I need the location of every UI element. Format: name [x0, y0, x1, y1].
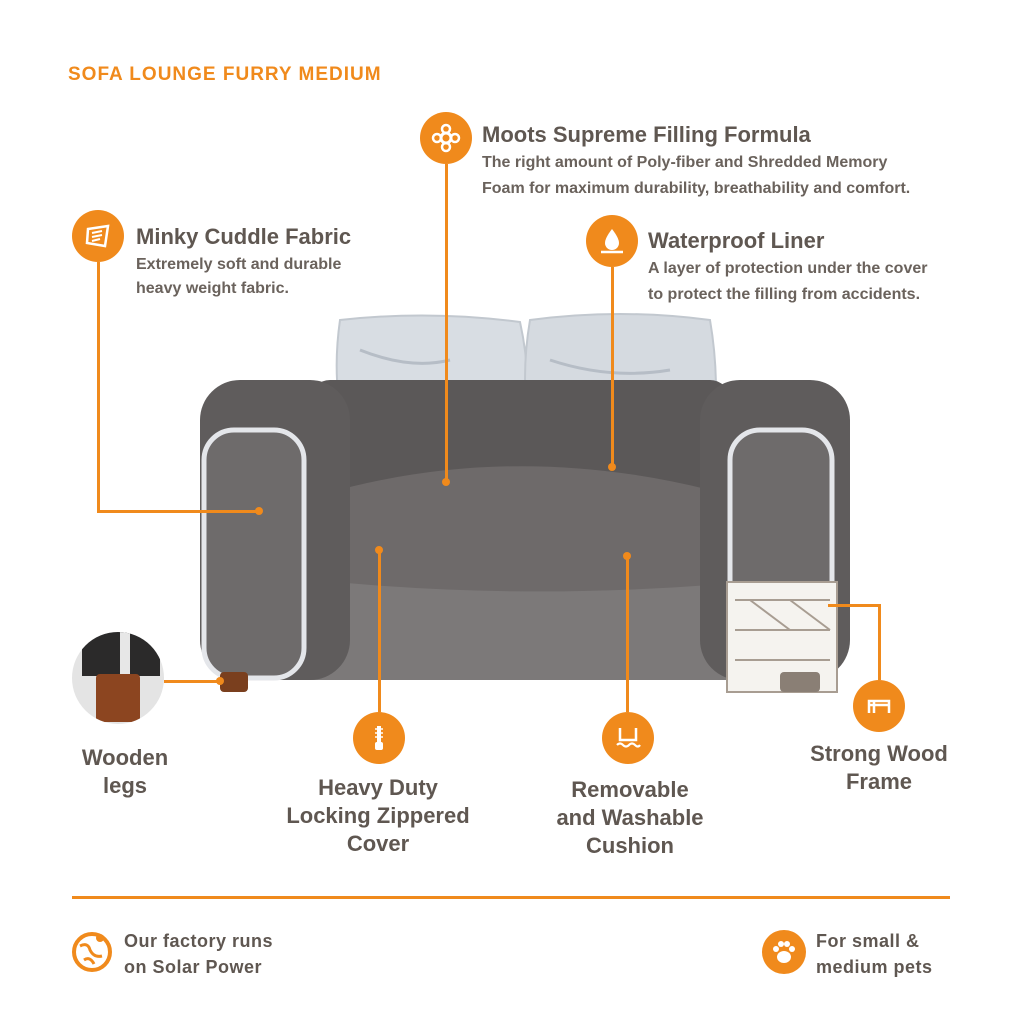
zipper-pointer-line — [378, 550, 381, 712]
cushion-pointer-dot — [623, 552, 631, 560]
cushion-label — [540, 776, 720, 860]
liner-pointer-dot — [608, 463, 616, 471]
frame-icon — [853, 680, 905, 732]
flower-icon — [420, 112, 472, 164]
water-drop-icon — [586, 215, 638, 267]
filling-pointer-line — [445, 164, 448, 482]
liner-desc-line1: A layer of protection under the cover — [648, 260, 928, 277]
legs-label — [60, 744, 190, 800]
zipper-label — [262, 774, 494, 858]
zipper-icon — [353, 712, 405, 764]
fabric-desc-line1: Extremely soft and durable — [136, 256, 342, 273]
liner-title: Waterproof Liner — [648, 228, 825, 253]
leg-closeup — [72, 632, 164, 724]
cushion-pointer-line — [626, 556, 629, 712]
footer-divider — [72, 896, 950, 899]
legs-pointer-line — [164, 680, 220, 683]
pets-text — [816, 928, 933, 980]
frame-label-line2: Frame — [845, 769, 913, 794]
legs-label-line1: Wooden — [81, 745, 169, 770]
filling-desc-line2: Foam for maximum durability, breathability and comfort. — [482, 180, 911, 197]
fabric-pointer-line-v — [97, 262, 100, 512]
filling-desc-line1: The right amount of Poly-fiber and Shredded Memory — [482, 154, 888, 171]
solar-line1: Our factory runs — [124, 931, 274, 951]
legs-pointer-dot — [216, 677, 224, 685]
fabric-icon — [72, 210, 124, 262]
globe-icon — [70, 930, 114, 974]
filling-pointer-dot — [442, 478, 450, 486]
solar-line2: on Solar Power — [124, 957, 263, 977]
filling-title: Moots Supreme Filling Formula — [482, 122, 811, 147]
pets-line1: For small & — [816, 931, 920, 951]
liner-pointer-line — [611, 267, 614, 467]
page-title: SOFA LOUNGE FURRY MEDIUM — [68, 64, 382, 85]
paw-icon — [762, 930, 806, 974]
frame-label-line1: Strong Wood — [810, 741, 948, 766]
frame-pointer-line-v — [878, 604, 881, 680]
cushion-label-line1: Removable — [571, 777, 689, 802]
frame-label — [792, 740, 966, 796]
fabric-pointer-dot — [255, 507, 263, 515]
frame-pointer-line-h — [828, 604, 880, 607]
legs-label-line2: legs — [102, 773, 148, 798]
washing-icon — [602, 712, 654, 764]
solar-text — [124, 928, 273, 980]
sofa-image — [190, 300, 850, 700]
zipper-label-line2: Locking Zippered — [286, 803, 470, 828]
fabric-desc-line2: heavy weight fabric. — [136, 280, 289, 297]
zipper-label-line1: Heavy Duty — [318, 775, 438, 800]
zipper-label-line3: Cover — [346, 831, 410, 856]
zipper-pointer-dot — [375, 546, 383, 554]
pets-line2: medium pets — [816, 957, 933, 977]
liner-desc-line2: to protect the filling from accidents. — [648, 286, 921, 303]
cushion-label-line2: and Washable — [556, 805, 704, 830]
fabric-title: Minky Cuddle Fabric — [136, 224, 352, 249]
fabric-pointer-line-h — [97, 510, 257, 513]
cushion-label-line3: Cushion — [586, 833, 674, 858]
